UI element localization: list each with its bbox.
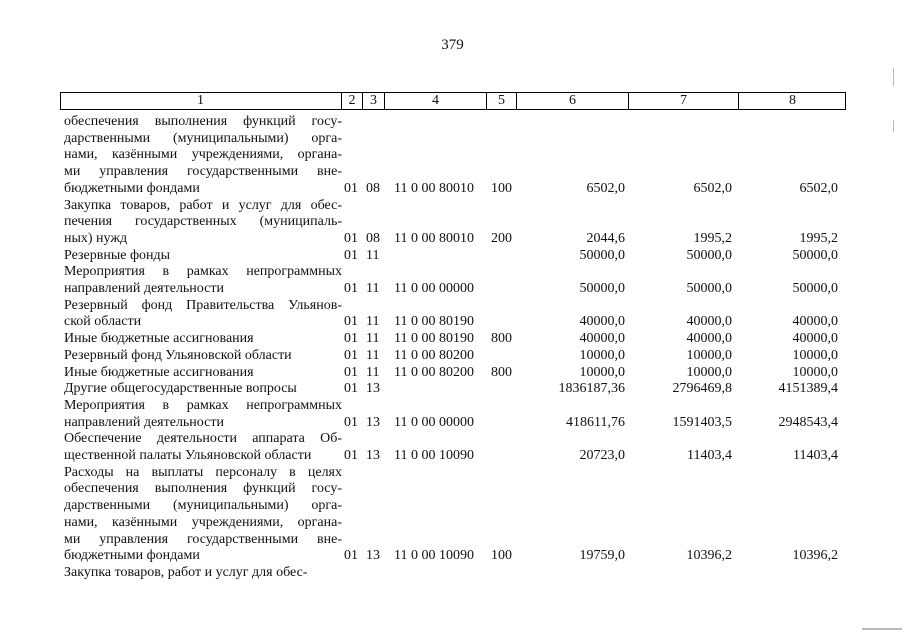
row-col-4: 11 0 00 80190 — [394, 314, 474, 330]
row-col-3: 11 — [366, 331, 380, 347]
table-row — [0, 398, 905, 431]
row-col-6: 6502,0 — [586, 180, 625, 196]
row-col-7: 1591403,5 — [672, 414, 732, 430]
row-col-6: 50000,0 — [579, 247, 625, 263]
table-row — [0, 298, 905, 331]
row-col-8: 4151389,4 — [778, 381, 838, 397]
table-row — [0, 348, 905, 365]
header-cell-1: 1 — [197, 93, 204, 108]
row-col-4: 11 0 00 80200 — [394, 347, 474, 363]
row-name: Резервные фонды — [64, 247, 171, 263]
row-col-6: 40000,0 — [579, 331, 625, 347]
row-col-4: 11 0 00 00000 — [394, 414, 474, 430]
row-col-7: 1995,2 — [693, 230, 732, 246]
row-col-3: 13 — [366, 548, 380, 564]
row-col-4: 11 0 00 00000 — [394, 280, 474, 296]
row-col-2: 01 — [344, 247, 358, 263]
row-col-7: 50000,0 — [686, 280, 732, 296]
row-name: Закупка товаров, работ и услуг для обес- печения государственных (муниципаль- ных) нужд — [64, 197, 342, 246]
row-col-3: 11 — [366, 314, 380, 330]
row-name: Обеспечение деятельности аппарата Об- щественной палаты Ульяновской области — [64, 431, 342, 463]
row-col-2: 01 — [344, 314, 358, 330]
row-col-2: 01 — [344, 180, 358, 196]
row-col-8: 10396,2 — [792, 548, 838, 564]
row-col-8: 10000,0 — [792, 347, 838, 363]
row-col-6: 40000,0 — [579, 314, 625, 330]
row-col-8: 1995,2 — [799, 230, 838, 246]
row-col-6: 50000,0 — [579, 280, 625, 296]
row-col-4: 11 0 00 10090 — [394, 548, 474, 564]
scan-mark — [893, 120, 894, 132]
row-col-6: 1836187,36 — [558, 381, 625, 397]
row-col-6: 10000,0 — [579, 347, 625, 363]
row-col-2: 01 — [344, 347, 358, 363]
row-col-8: 40000,0 — [792, 331, 838, 347]
row-name: Закупка товаров, работ и услуг для обес- — [64, 564, 308, 580]
row-col-2: 01 — [344, 331, 358, 347]
row-col-6: 10000,0 — [579, 364, 625, 380]
table-row — [0, 381, 905, 398]
row-col-5: 800 — [491, 364, 512, 380]
row-col-8: 11403,4 — [793, 447, 838, 463]
row-col-7: 10000,0 — [686, 347, 732, 363]
row-name: Иные бюджетные ассигнования — [64, 364, 254, 380]
row-col-4: 11 0 00 80190 — [394, 331, 474, 347]
table-row — [0, 248, 905, 265]
row-col-7: 11403,4 — [687, 447, 732, 463]
row-col-8: 10000,0 — [792, 364, 838, 380]
page-number: 379 — [441, 37, 464, 53]
row-col-5: 100 — [491, 548, 512, 564]
row-col-2: 01 — [344, 548, 358, 564]
row-col-6: 418611,76 — [566, 414, 625, 430]
row-col-7: 10396,2 — [686, 548, 732, 564]
header-cell-3: 3 — [362, 92, 384, 110]
row-name: Иные бюджетные ассигнования — [64, 331, 254, 347]
table-row — [0, 198, 905, 248]
table-row — [0, 431, 905, 464]
header-cell-6: 6 — [516, 92, 628, 110]
row-col-2: 01 — [344, 447, 358, 463]
row-name: Другие общегосударственные вопросы — [64, 381, 297, 397]
row-col-7: 6502,0 — [693, 180, 732, 196]
table-row — [0, 365, 905, 382]
header-cell-5: 5 — [486, 92, 516, 110]
row-col-3: 11 — [366, 247, 380, 263]
row-col-3: 11 — [366, 364, 380, 380]
table-row — [0, 264, 905, 297]
row-col-2: 01 — [344, 280, 358, 296]
row-col-7: 50000,0 — [686, 247, 732, 263]
row-name: Резервный фонд Правительства Ульянов- ской области — [64, 297, 342, 330]
row-col-2: 01 — [344, 230, 358, 246]
row-col-2: 01 — [344, 414, 358, 430]
row-col-4: 11 0 00 10090 — [394, 447, 474, 463]
row-col-2: 01 — [344, 364, 358, 380]
row-col-3: 13 — [366, 447, 380, 463]
row-col-7: 40000,0 — [686, 331, 732, 347]
table-row — [0, 114, 905, 198]
header-cell-4: 4 — [384, 92, 486, 110]
row-col-8: 50000,0 — [792, 247, 838, 263]
scan-mark — [862, 628, 902, 630]
table-row — [0, 565, 905, 582]
row-col-5: 100 — [491, 180, 512, 196]
row-col-5: 800 — [491, 331, 512, 347]
row-name: Резервный фонд Ульяновской области — [64, 347, 292, 363]
row-col-6: 2044,6 — [586, 230, 625, 246]
row-col-5: 200 — [491, 230, 512, 246]
row-col-7: 10000,0 — [686, 364, 732, 380]
row-col-7: 40000,0 — [686, 314, 732, 330]
row-col-3: 13 — [366, 381, 380, 397]
row-col-6: 20723,0 — [579, 447, 625, 463]
row-col-8: 50000,0 — [792, 280, 838, 296]
row-col-6: 19759,0 — [579, 548, 625, 564]
row-col-4: 11 0 00 80010 — [394, 230, 474, 246]
row-col-8: 6502,0 — [799, 180, 838, 196]
header-cell-2: 2 — [341, 92, 362, 110]
header-cell-8: 8 — [738, 92, 846, 110]
row-name: Мероприятия в рамках непрограммных направлений деятельности — [64, 397, 342, 430]
row-col-4: 11 0 00 80010 — [394, 180, 474, 196]
row-col-3: 08 — [366, 230, 380, 246]
row-name: Расходы на выплаты персоналу в целях обеспечения выполнения функций госу- дарственными (муниципальными) орга- нами, казёнными учреждениями, органа- ми управления государственными вне- бюджетными фондами — [64, 464, 342, 564]
row-col-4: 11 0 00 80200 — [394, 364, 474, 380]
row-col-8: 2948543,4 — [778, 414, 838, 430]
scan-mark — [893, 68, 894, 86]
row-name: обеспечения выполнения функций госу- дарственными (муниципальными) орга- нами, казёнными учреждениями, органа- ми управления государственными вне- бюджетными фондами — [64, 114, 342, 196]
row-col-3: 11 — [366, 280, 380, 296]
table-row — [0, 465, 905, 565]
row-col-3: 08 — [366, 180, 380, 196]
row-col-3: 11 — [366, 347, 380, 363]
header-cell-7: 7 — [628, 92, 738, 110]
row-col-8: 40000,0 — [792, 314, 838, 330]
row-name: Мероприятия в рамках непрограммных направлений деятельности — [64, 264, 342, 296]
row-col-2: 01 — [344, 381, 358, 397]
row-col-3: 13 — [366, 414, 380, 430]
table-row — [0, 331, 905, 348]
row-col-7: 2796469,8 — [672, 381, 732, 397]
